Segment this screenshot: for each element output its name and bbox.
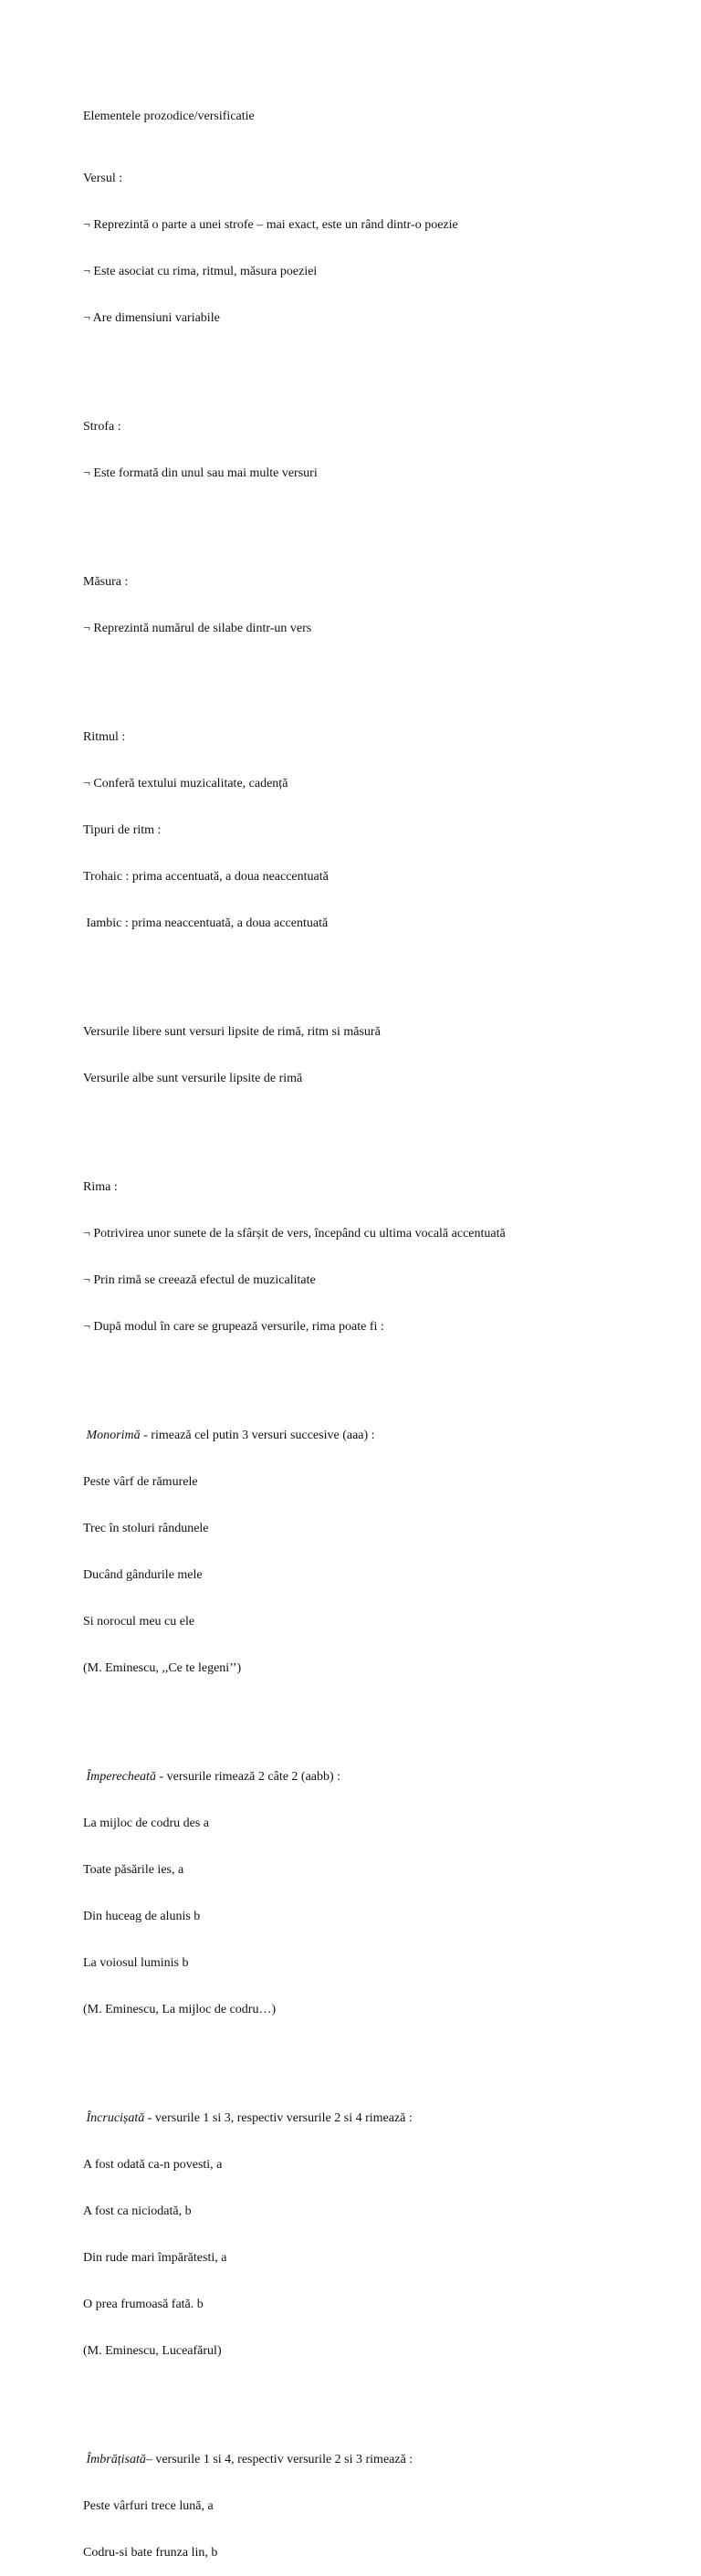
poem-line: La voiosul luminis b: [83, 1956, 189, 1970]
poem-line: La mijloc de codru des a: [83, 1817, 210, 1830]
poem-source: (M. Eminescu, La mijloc de codru…): [83, 2003, 277, 2016]
poem-source: (M. Eminescu, Luceafărul): [83, 2344, 222, 2358]
spacer: [83, 1117, 667, 1133]
imbratisata-desc: – versurile 1 si 4, respectiv versurile 2 si 3 rimează :: [145, 2453, 413, 2466]
versul-item: ¬ Reprezintă o parte a unei strofe – mai exact, este un rând dintr-o poezie: [83, 218, 458, 232]
spacer: [83, 2048, 667, 2064]
poem-line: Peste vârfuri trece lună, a: [83, 2499, 214, 2513]
document-page: [83, 78, 667, 2576]
imbratisata-heading: [83, 2452, 667, 2467]
masura-item: ¬ Reprezintă numărul de silabe dintr-un vers: [83, 622, 312, 635]
spacer: [83, 2390, 667, 2405]
poem-line: Trec în stoluri rândunele: [83, 1522, 209, 1535]
poem-line: A fost ca niciodată, b: [83, 2204, 192, 2218]
spacer: [83, 962, 667, 978]
rima-item: ¬ Prin rimă se creează efectul de muzicalitate: [83, 1273, 316, 1287]
monorima-desc: - rimează cel putin 3 versuri succesive (aaa) :: [140, 1429, 375, 1442]
strofa-heading: Strofa :: [83, 420, 121, 434]
incrucisata-heading: [83, 2110, 667, 2126]
monorima-term: Monorimă: [83, 1429, 141, 1442]
poem-source: (M. Eminescu, ,,Ce te legeni’’): [83, 1661, 242, 1675]
poem-line: A fost odată ca-n povesti, a: [83, 2158, 223, 2172]
rima-heading: Rima :: [83, 1180, 118, 1194]
poem-line: Si norocul meu cu ele: [83, 1615, 195, 1628]
strofa-item: ¬ Este formată din unul sau mai multe versuri: [83, 466, 318, 480]
ritm-type: Iambic : prima neaccentuată, a doua accentuată: [83, 916, 329, 930]
imperecheata-heading: [83, 1769, 667, 1785]
poem-line: Din rude mari împărătesti, a: [83, 2251, 227, 2265]
masura-heading: Măsura :: [83, 575, 129, 589]
spacer: [83, 1707, 667, 1723]
ritm-types-heading: Tipuri de ritm :: [83, 823, 162, 837]
imperecheata-term: Împerecheată: [83, 1770, 156, 1784]
poem-line: Codru-si bate frunza lin, b: [83, 2546, 218, 2560]
document-title: Elementele prozodice/versificatie: [83, 110, 255, 123]
spacer: [83, 667, 667, 683]
ritmul-heading: Ritmul :: [83, 730, 126, 744]
ritmul-item: ¬ Conferă textului muzicalitate, cadență: [83, 777, 288, 791]
poem-line: Peste vârf de rămurele: [83, 1475, 198, 1489]
spacer: [83, 1366, 667, 1381]
poem-line: Ducând gândurile mele: [83, 1568, 203, 1582]
ritm-type: Trohaic : prima accentuată, a doua neaccentuată: [83, 870, 329, 884]
imbratisata-term: Îmbrățisată: [83, 2453, 146, 2466]
poem-line: Din huceag de alunis b: [83, 1910, 201, 1923]
rima-item: ¬ După modul în care se grupează versurile, rima poate fi :: [83, 1320, 384, 1334]
spacer: [83, 512, 667, 528]
poem-line: O prea frumoasă fată. b: [83, 2298, 204, 2311]
versul-heading: Versul :: [83, 172, 123, 185]
poem-line: Toate păsările ies, a: [83, 1863, 184, 1877]
rima-item: ¬ Potrivirea unor sunete de la sfârșit de vers, începând cu ultima vocală accentuată: [83, 1227, 506, 1241]
versuri-libere: Versurile libere sunt versuri lipsite de rimă, ritm si măsură: [83, 1025, 381, 1039]
incrucisata-desc: - versurile 1 si 3, respectiv versurile 2 si 4 rimează :: [144, 2111, 413, 2125]
monorima-heading: [83, 1428, 667, 1443]
incrucisata-term: Încrucișată: [83, 2111, 145, 2125]
spacer: [83, 357, 667, 372]
imperecheata-desc: - versurile rimează 2 câte 2 (aabb) :: [155, 1770, 341, 1784]
versul-item: ¬ Este asociat cu rima, ritmul, măsura poeziei: [83, 265, 318, 278]
versuri-albe: Versurile albe sunt versurile lipsite de rimă: [83, 1072, 303, 1085]
versul-item: ¬ Are dimensiuni variabile: [83, 311, 220, 325]
